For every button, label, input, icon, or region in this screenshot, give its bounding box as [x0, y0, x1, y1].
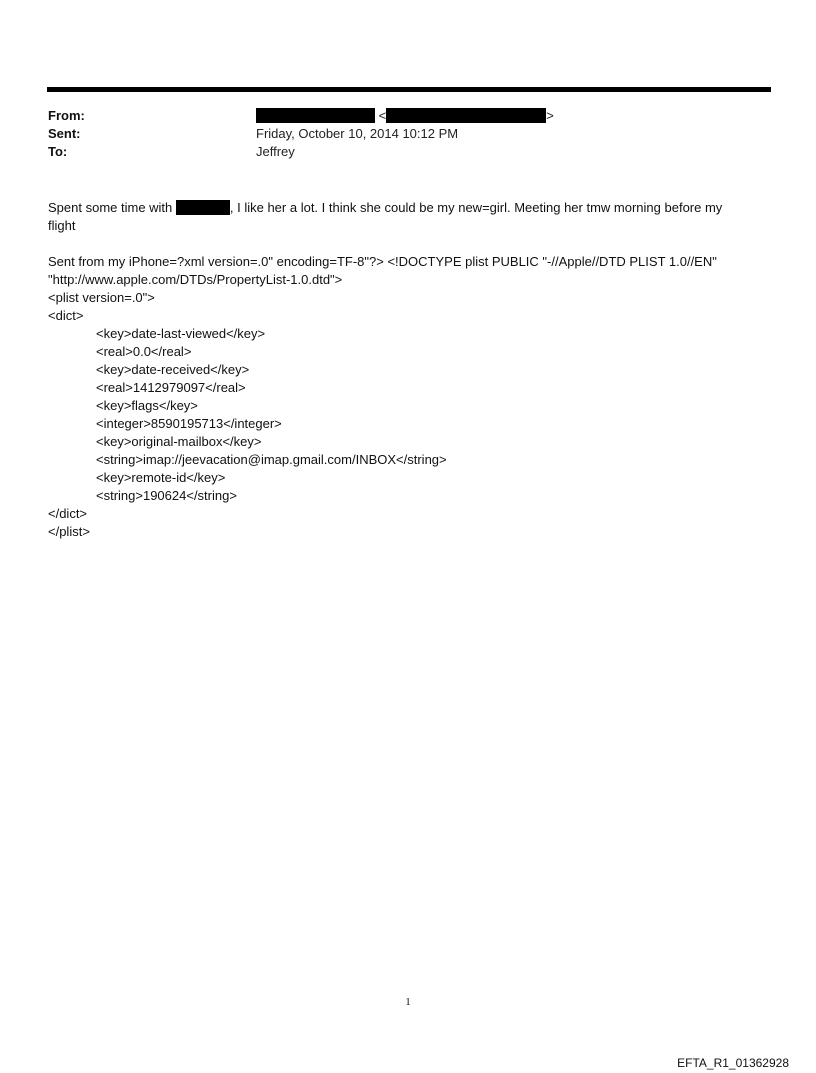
from-value — [256, 108, 554, 123]
redaction-sender-email — [386, 108, 546, 123]
plist-line: <plist version=.0"> — [48, 290, 155, 305]
plist-line: <integer>8590195713</integer> — [96, 416, 282, 431]
redaction-sender-name — [256, 108, 375, 123]
plist-line: <key>original-mailbox</key> — [96, 434, 262, 449]
plist-line: <real>1412979097</real> — [96, 380, 246, 395]
sent-label: Sent: — [48, 126, 81, 141]
message-line: flight — [48, 218, 76, 233]
plist-line: </plist> — [48, 524, 90, 539]
from-open-bracket: < — [378, 108, 387, 123]
sent-value: Friday, October 10, 2014 10:12 PM — [256, 126, 459, 141]
message-text: Spent some time with — [48, 200, 176, 215]
plist-line: <real>0.0</real> — [96, 344, 192, 359]
page-number: 1 — [405, 996, 411, 1008]
plist-line: <key>date-received</key> — [96, 362, 250, 377]
document-id: EFTA_R1_01362928 — [677, 1056, 789, 1070]
to-value: Jeffrey — [256, 144, 295, 159]
from-label: From: — [48, 108, 85, 123]
message-body — [48, 199, 768, 541]
message-text: , I like her a lot. I think she could be my new=girl. Meeting her tmw morning before my — [229, 200, 723, 215]
plist-line: "http://www.apple.com/DTDs/PropertyList-1.0.dtd"> — [48, 272, 343, 287]
redaction-name — [176, 200, 230, 215]
from-close-bracket: > — [546, 108, 554, 123]
plist-line: </dict> — [48, 506, 88, 521]
plist-line: <key>date-last-viewed</key> — [96, 326, 266, 341]
plist-line: <string>imap://jeevacation@imap.gmail.com/INBOX</string> — [96, 452, 447, 467]
plist-line: <string>190624</string> — [96, 488, 237, 503]
blank-line — [48, 235, 768, 253]
plist-line: <dict> — [48, 308, 84, 323]
to-label: To: — [48, 144, 68, 159]
plist-line: <key>flags</key> — [96, 398, 198, 413]
message-line — [48, 199, 768, 217]
signature-line: Sent from my iPhone=?xml version=.0" encoding=TF-8"?> <!DOCTYPE plist PUBLIC "-//Apple//DTD PLIST 1.0//EN" — [48, 254, 717, 269]
header-rule — [47, 87, 771, 92]
plist-line: <key>remote-id</key> — [96, 470, 226, 485]
